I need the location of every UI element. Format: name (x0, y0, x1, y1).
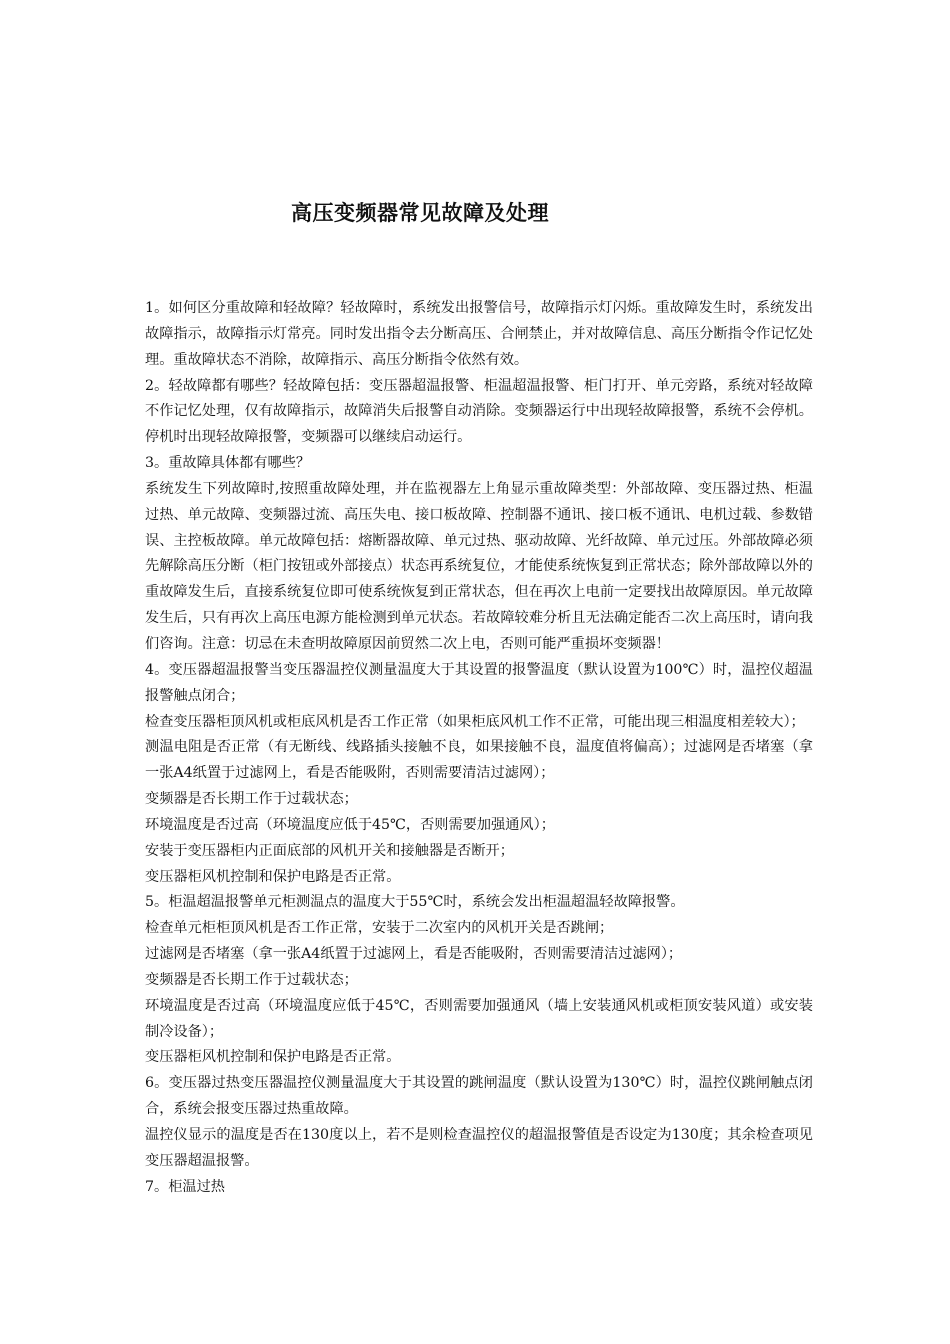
paragraph-q1: 1。如何区分重故障和轻故障？轻故障时，系统发出报警信号，故障指示灯闪烁。重故障发生时，系统发出故障指示，故障指示灯常亮。同时发出指令去分断高压、合闸禁止，并对故障信息、高压分断指令作记忆处理。重故障状态不消除，故障指示、高压分断指令依然有效。 (145, 300, 813, 368)
paragraph-q5-heading: 5。柜温超温报警单元柜测温点的温度大于55℃时，系统会发出柜温超温轻故障报警。 (145, 894, 685, 911)
paragraph-q5-item: 检查单元柜柜顶风机是否工作正常，安装于二次室内的风机开关是否跳闸； (145, 920, 614, 937)
paragraph-q5-item: 变压器柜风机控制和保护电路是否正常。 (145, 1049, 401, 1066)
paragraph-q3-heading: 3。重故障具体都有哪些？ (145, 455, 311, 472)
paragraph-q5-item: 环境温度是否过高（环境温度应低于45℃，否则需要加强通风（墙上安装通风机或柜顶安装风道）或安装制冷设备）； (145, 997, 813, 1040)
paragraph-q5-item: 变频器是否长期工作于过载状态； (145, 971, 358, 988)
paragraph-q6-heading: 6。变压器过热变压器温控仪测量温度大于其设置的跳闸温度（默认设置为130℃）时，温控仪跳闸触点闭合，系统会报变压器过热重故障。 (145, 1075, 813, 1118)
paragraph-q4-item: 检查变压器柜顶风机或柜底风机是否工作正常（如果柜底风机工作不正常，可能出现三相温度相差较大）； (145, 713, 805, 730)
paragraph-q6-item: 温控仪显示的温度是否在130度以上，若不是则检查温控仪的超温报警值是否设定为130度；其余检查项见变压器超温报警。 (145, 1127, 813, 1169)
paragraph-q4-heading: 4。变压器超温报警当变压器温控仪测量温度大于其设置的报警温度（默认设置为100℃）时，温控仪超温报警触点闭合； (145, 661, 813, 704)
paragraph-q2: 2。轻故障都有哪些？轻故障包括：变压器超温报警、柜温超温报警、柜门打开、单元旁路，系统对轻故障不作记忆处理，仅有故障指示，故障消失后报警自动消除。变频器运行中出现轻故障报警，系统不会停机。停机时出现轻故障报警，变频器可以继续启动运行。 (145, 377, 813, 446)
paragraph-q4-item: 变频器是否长期工作于过载状态； (145, 791, 358, 808)
paragraph-q5-item: 过滤网是否堵塞（拿一张A4纸置于过滤网上，看是否能吸附，否则需要清洁过滤网）； (145, 946, 683, 963)
paragraph-q4-item: 变压器柜风机控制和保护电路是否正常。 (145, 868, 401, 885)
paragraph-q4-item: 测温电阻是否正常（有无断线、线路插头接触不良，如果接触不良，温度值将偏高）；过滤网是否堵塞（拿一张A4纸置于过滤网上，看是否能吸附，否则需要清洁过滤网）； (145, 739, 813, 782)
paragraph-q4-item: 环境温度是否过高（环境温度应低于45℃，否则需要加强通风）； (145, 816, 555, 833)
paragraph-q4-item: 安装于变压器柜内正面底部的风机开关和接触器是否断开； (145, 842, 514, 859)
document-title: 高压变频器常见故障及处理 (291, 201, 549, 225)
paragraph-q7-heading: 7。柜温过热 (145, 1178, 225, 1195)
document-body (145, 296, 813, 1201)
paragraph-q3-body: 系统发生下列故障时,按照重故障处理，并在监视器左上角显示重故障类型：外部故障、变压器过热、柜温过热、单元故障、变频器过流、高压失电、接口板故障、控制器不通讯、接口板不通讯、电机过载、参数错误、主控板故障。单元故障包括：熔断器故障、单元过热、驱动故障、光纤故障、单元过压。外部故障必须先解除高压分断（柜门按钮或外部接点）状态再系统复位，才能使系统恢复到正常状态；除外部故障以外的重故障发生后，直接系统复位即可使系统恢复到正常状态，但在再次上电前一定要找出故障原因。单元故障发生后，只有再次上高压电源方能检测到单元状态。若故障较难分析且无法确定能否二次上高压时，请向我们咨询。注意：切忌在未查明故障原因前贸然二次上电，否则可能严重损坏变频器！ (145, 480, 813, 652)
